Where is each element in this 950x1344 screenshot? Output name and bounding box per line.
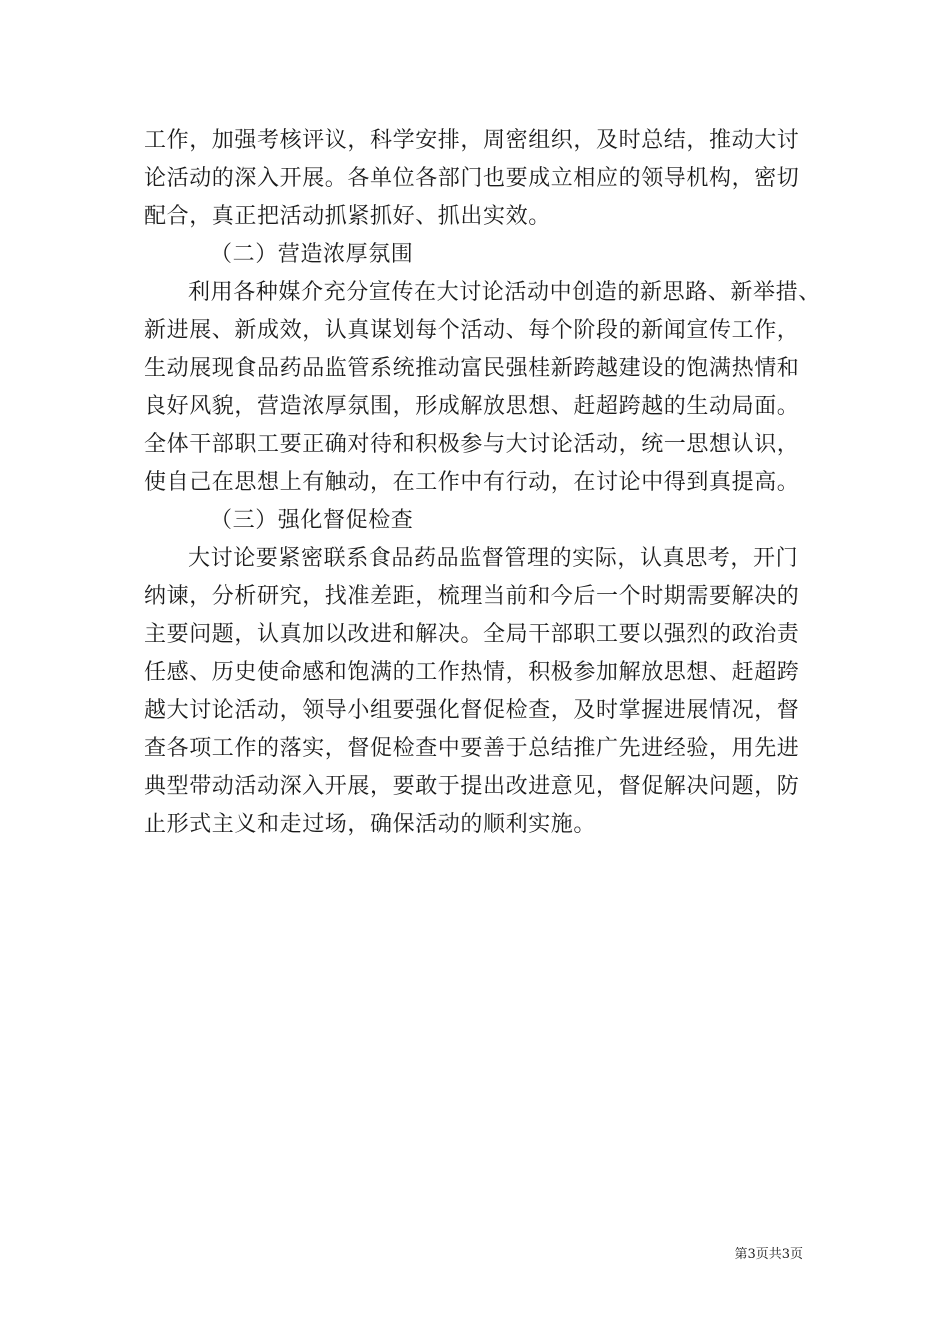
text-line: 大讨论要紧密联系食品药品监督管理的实际，认真思考，开门 [188,546,799,571]
text-line: 论活动的深入开展。各单位各部门也要成立相应的领导机构，密切 [144,166,800,191]
text-line: 主要问题，认真加以改进和解决。全局干部职工要以强烈的政治责 [144,622,800,647]
text-line: 配合，真正把活动抓紧抓好、抓出实效。 [144,204,551,229]
document-body [144,122,819,844]
text-line: 工作，加强考核评议，科学安排，周密组织，及时总结，推动大讨 [144,128,800,153]
text-line: 新进展、新成效，认真谋划每个活动、每个阶段的新闻宣传工作， [144,318,800,343]
text-line: 良好风貌，营造浓厚氛围，形成解放思想、赶超跨越的生动局面。 [144,394,800,419]
text-line: 生动展现食品药品监管系统推动富民强桂新跨越建设的饱满热情和 [144,356,800,381]
text-line: 查各项工作的落实，督促检查中要善于总结推广先进经验，用先进 [144,736,800,761]
text-line: 利用各种媒介充分宣传在大讨论活动中创造的新思路、新举措、 [188,280,821,305]
text-line: 任感、历史使命感和饱满的工作热情，积极参加解放思想、赶超跨 [144,660,800,685]
paragraph-1 [144,122,819,236]
section-heading-2: （二）营造浓厚氛围 [210,242,414,267]
text-line: 越大讨论活动，领导小组要强化督促检查，及时掌握进展情况，督 [144,698,800,723]
text-line: 止形式主义和走过场，确保活动的顺利实施。 [144,812,597,837]
paragraph-3 [144,540,819,844]
page-number-footer: 第3页共3页 [734,1247,803,1262]
text-line: 全体干部职工要正确对待和积极参与大讨论活动，统一思想认识， [144,432,800,457]
paragraph-2 [144,274,819,502]
text-line: 纳谏，分析研究，找准差距，梳理当前和今后一个时期需要解决的 [144,584,800,609]
text-line: 典型带动活动深入开展，要敢于提出改进意见，督促解决问题，防 [144,774,800,799]
text-line: 使自己在思想上有触动，在工作中有行动，在讨论中得到真提高。 [144,470,800,495]
section-heading-3: （三）强化督促检查 [210,508,414,533]
